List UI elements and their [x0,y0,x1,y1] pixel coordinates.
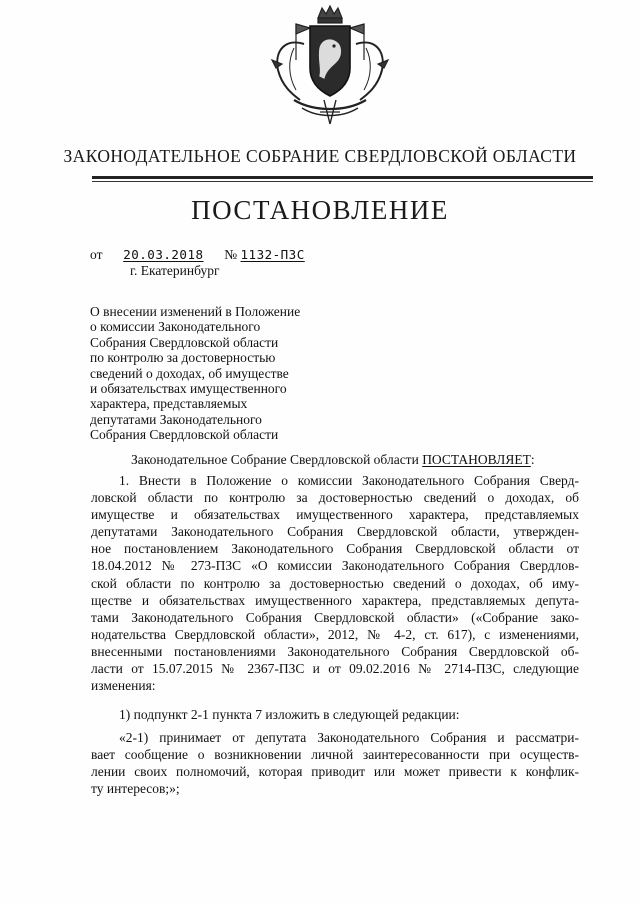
paragraph-line: лении своих полномочий, которая приводит или может привести к конфлик- [91,764,579,780]
preamble-colon: : [530,452,535,467]
document-type-title: ПОСТАНОВЛЕНИЕ [191,195,449,225]
paragraph-line: ту интересов;»; [91,781,180,797]
document-date: 20.03.2018 [123,247,204,262]
paragraph-1 [91,472,579,694]
paragraph-line: депутатами Законодательного Собрания Свердловской области, утвержден- [91,524,579,540]
date-prefix: от [90,247,103,262]
subject-line: О внесении изменений в Положение [90,304,301,319]
paragraph-2 [91,706,579,723]
subject-line: по контролю за достоверностью [90,350,276,366]
paragraph-line: 1) подпункт 2-1 пункта 7 изложить в следующей редакции: [119,707,460,722]
paragraph-line: ской области по контролю за достоверностью сведений о доходах, об иму- [91,575,579,591]
paragraph-line: ное постановлением Законодательного Собрания Свердловской области от [91,541,579,557]
paragraph-line: ласти от 15.07.2015 № 2367-ПЗС и от 09.02.2016 № 2714-ПЗС, следующие [91,661,579,677]
paragraph-line: вает сообщение о возникновении личной заинтересованности при осуществ- [91,747,579,763]
subject-line: и обязательствах имущественного [90,381,287,397]
subject-line: Собрания Свердловской области [90,334,279,350]
subject-line: характера, представляемых [90,396,248,412]
document-number: 1132-ПЗС [240,247,305,262]
paragraph-line: ществе и обязательствах имущественного характера, представляемых депута- [91,592,579,608]
organization-name: ЗАКОНОДАТЕЛЬНОЕ СОБРАНИЕ СВЕРДЛОВСКОЙ ОБЛАСТИ [63,146,577,166]
subject-line: сведений о доходах, об имуществе [90,365,289,381]
paragraph-line: тами Законодательного Собрания Свердловской области» («Собрание зако- [91,609,579,625]
paragraph-line: имуществе и обязательствах имущественного характера, представляемых [91,507,579,523]
document-subject [90,304,352,443]
paragraph-line: изменения: [91,678,156,694]
paragraph-line: внесенными постановлениями Законодательного Собрания Свердловской об- [91,643,579,659]
preamble [131,452,535,468]
decree-word: ПОСТАНОВЛЯЕТ [422,452,531,467]
preamble-text: Законодательное Собрание Свердловской области [131,452,419,467]
paragraph-line: ловской области по контролю за достоверностью сведений о доходах, об [91,490,579,506]
paragraph-3 [91,729,579,797]
paragraph-line: 1. Внести в Положение о комиссии Законодательного Собрания Сверд- [119,473,579,488]
header-divider-thin [92,181,593,182]
paragraph-line: «2-1) принимает от депутата Законодательного Собрания и рассматри- [119,730,579,745]
subject-line: депутатами Законодательного [90,411,262,427]
document-city: г. Екатеринбург [130,263,220,278]
paragraph-line: 18.04.2012 № 273-ПЗС «О комиссии Законодательного Собрания Свердлов- [91,558,579,574]
document-meta-line [90,247,305,263]
subject-line: о комиссии Законодательного [90,319,261,335]
subject-line: Собрания Свердловской области [90,427,279,443]
number-prefix: № [224,247,238,262]
paragraph-line: нодательства Свердловской области», 2012, № 4-2, ст. 617), с изменениями, [91,626,579,642]
header-divider-thick [92,176,593,179]
sverdlovsk-coat-of-arms-icon [264,4,396,128]
